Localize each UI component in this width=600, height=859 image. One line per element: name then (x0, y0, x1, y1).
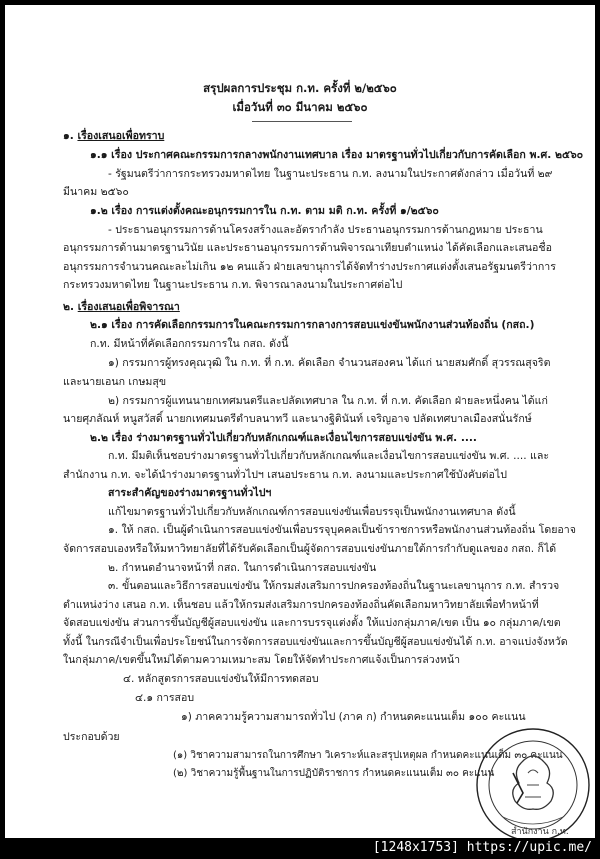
section1-item1-title: ๑.๑ เรื่อง ประกาศคณะกรรมการกลางพนักงานเทศบาล เรื่อง มาตรฐานทั่วไปเกี่ยวกับการคัดเลือก พ.ศ. ๒๕๖๐ (90, 149, 584, 161)
paragraph-line: ๑) กรรมการผู้ทรงคุณวุฒิ ใน ก.ท. ที่ ก.ท. คัดเลือก จำนวนสองคน ได้แก่ นายสมศักดิ์ สุวรรณสุจริต (108, 357, 551, 369)
paragraph-line: มีนาคม ๒๕๖๐ (63, 186, 129, 198)
paragraph-line: อนุกรรมการด้านมาตรฐานวินัย และประธานอนุกรรมการด้านพิจารณาเทียบตำแหน่ง ได้คัดเลือกและเสนอชื่อ (63, 242, 552, 254)
paragraph-line: ในกลุ่มภาค/เขตขึ้นใหม่ได้ตามความเหมาะสม โดยให้จัดทำประกาศแจ้งเป็นการล่วงหน้า (63, 654, 461, 666)
image-watermark: [1248x1753] https://upic.me/ (372, 840, 592, 855)
title-divider (252, 121, 352, 122)
paragraph-line: ๒) กรรมการผู้แทนนายกเทศมนตรีและปลัดเทศบาล ใน ก.ท. ที่ ก.ท. คัดเลือก ฝ่ายละหนึ่งคน ได้แก่ (108, 395, 548, 407)
paragraph-line: แก้ไขมาตรฐานทั่วไปเกี่ยวกับหลักเกณฑ์การสอบแข่งขันเพื่อบรรจุเป็นพนักงานเทศบาล ดังนี้ (108, 506, 516, 518)
meeting-date: เมื่อวันที่ ๓๐ มีนาคม ๒๕๖๐ (232, 100, 368, 114)
stamp-label: สำนักงาน ก.ท. (511, 827, 569, 837)
paragraph-line: ๑) ภาคความรู้ความสามารถทั่วไป (ภาค ก) กำหนดคะแนนเต็ม ๑๐๐ คะแนน (181, 711, 526, 723)
garuda-seal-icon (473, 725, 593, 838)
paragraph-line: - ประธานอนุกรรมการด้านโครงสร้างและอัตรากำลัง ประธานอนุกรรมการด้านกฎหมาย ประธาน (108, 224, 543, 236)
section1-item2-title: ๑.๒ เรื่อง การแต่งตั้งคณะอนุกรรมการใน ก.ท. ตาม มติ ก.ท. ครั้งที่ ๑/๒๕๖๐ (90, 205, 439, 217)
paragraph-line: ๔. หลักสูตรการสอบแข่งขันให้มีการทดสอบ (123, 673, 319, 685)
paragraph-line: นายศุภลัณห์ หนูสวัสดิ์ นายกเทศมนตรีตำบลนาทวี และนางฐิตินันท์ เจริญอาจ ปลัดเทศบาลเมืองสนั่นรักษ์ (63, 413, 532, 425)
paragraph-line: ๔.๑ การสอบ (135, 692, 195, 704)
paragraph-line: (๒) วิชาความรู้พื้นฐานในการปฏิบัติราชการ กำหนดคะแนนเต็ม ๓๐ คะแนน (173, 768, 495, 779)
paragraph-line: (๑) วิชาความสามารถในการศึกษา วิเคราะห์และสรุปเหตุผล กำหนดคะแนนเต็ม ๓๐ คะแนน (173, 750, 563, 761)
document-title: สรุปผลการประชุม ก.ท. ครั้งที่ ๒/๒๕๖๐ (203, 81, 397, 95)
paragraph-line: จัดการสอบเองหรือให้มหาวิทยาลัยที่ได้รับคัดเลือกเป็นผู้จัดการสอบแข่งขันภายใต้การกำกับดูแลของ กสถ. ก็ได้ (63, 543, 557, 555)
paragraph-line: ทั้งนี้ ในกรณีจำเป็นเพื่อประโยชน์ในการจัดการสอบแข่งขันและการขึ้นบัญชีผู้สอบแข่งขันได้ ก.ท. อาจแบ่งจังหวัด (63, 636, 568, 648)
document-page (5, 5, 595, 838)
paragraph-line: จัดสอบแข่งขัน ส่วนการขึ้นบัญชีผู้สอบแข่งขัน และการบรรจุแต่งตั้ง ให้แบ่งกลุ่มภาค/เขต เป็น ๑๐ กลุ่มภาค/เขต (63, 617, 561, 629)
paragraph-line: ๓. ขั้นตอนและวิธีการสอบแข่งขัน ให้กรมส่งเสริมการปกครองท้องถิ่นในฐานะเลขานุการ ก.ท. สำรวจ (108, 580, 560, 592)
section2-heading: ๒. เรื่องเสนอเพื่อพิจารณา (63, 301, 180, 313)
section2-item2-title: ๒.๒ เรื่อง ร่างมาตรฐานทั่วไปเกี่ยวกับหลักเกณฑ์และเงื่อนไขการสอบแข่งขัน พ.ศ. .... (90, 432, 477, 444)
paragraph-line: ก.ท. มีหน้าที่คัดเลือกกรรมการใน กสถ. ดังนี้ (90, 338, 289, 350)
paragraph-line: สำนักงาน ก.ท. จะได้นำร่างมาตรฐานทั่วไปฯ เสนอประธาน ก.ท. ลงนามและประกาศใช้บังคับต่อไป (63, 469, 507, 481)
paragraph-line: ประกอบด้วย (63, 731, 120, 743)
paragraph-line: ๒. กำหนดอำนาจหน้าที่ กสถ. ในการดำเนินการสอบแข่งขัน (108, 562, 377, 574)
essence-heading: สาระสำคัญของร่างมาตรฐานทั่วไปฯ (108, 487, 272, 499)
official-stamp (473, 725, 593, 838)
paragraph-line: ๑. ให้ กสถ. เป็นผู้ดำเนินการสอบแข่งขันเพื่อบรรจุบุคคลเป็นข้าราชการหรือพนักงานส่วนท้องถิ่น โดยอาจ (108, 524, 576, 536)
paragraph-line: ตำแหน่งว่าง เสนอ ก.ท. เห็นชอบ แล้วให้กรมส่งเสริมการปกครองท้องถิ่นคัดเลือกมหาวิทยาลัยเพื่อทำหน้าที่ (63, 599, 539, 611)
section2-item1-title: ๒.๑ เรื่อง การคัดเลือกกรรมการในคณะกรรมการกลางการสอบแข่งขันพนักงานส่วนท้องถิ่น (กสถ.) (90, 319, 535, 331)
paragraph-line: อนุกรรมการจำนวนคณะละไม่เกิน ๑๒ คนแล้ว ฝ่ายเลขานุการได้จัดทำร่างประกาศแต่งตั้งเสนอรัฐมนตรีว่าการ (63, 261, 556, 273)
paragraph-line: และนายเอนก เกษมสุข (63, 376, 167, 388)
section1-heading: ๑. เรื่องเสนอเพื่อทราบ (63, 130, 165, 142)
paragraph-line: - รัฐมนตรีว่าการกระทรวงมหาดไทย ในฐานะประธาน ก.ท. ลงนามในประกาศดังกล่าว เมื่อวันที่ ๒๙ (108, 168, 553, 180)
paragraph-line: กระทรวงมหาดไทย ในฐานะประธาน ก.ท. พิจารณาลงนามในประกาศต่อไป (63, 279, 403, 291)
paragraph-line: ก.ท. มีมติเห็นชอบร่างมาตรฐานทั่วไปเกี่ยวกับหลักเกณฑ์และเงื่อนไขการสอบแข่งขัน พ.ศ. .... และ (108, 450, 550, 462)
